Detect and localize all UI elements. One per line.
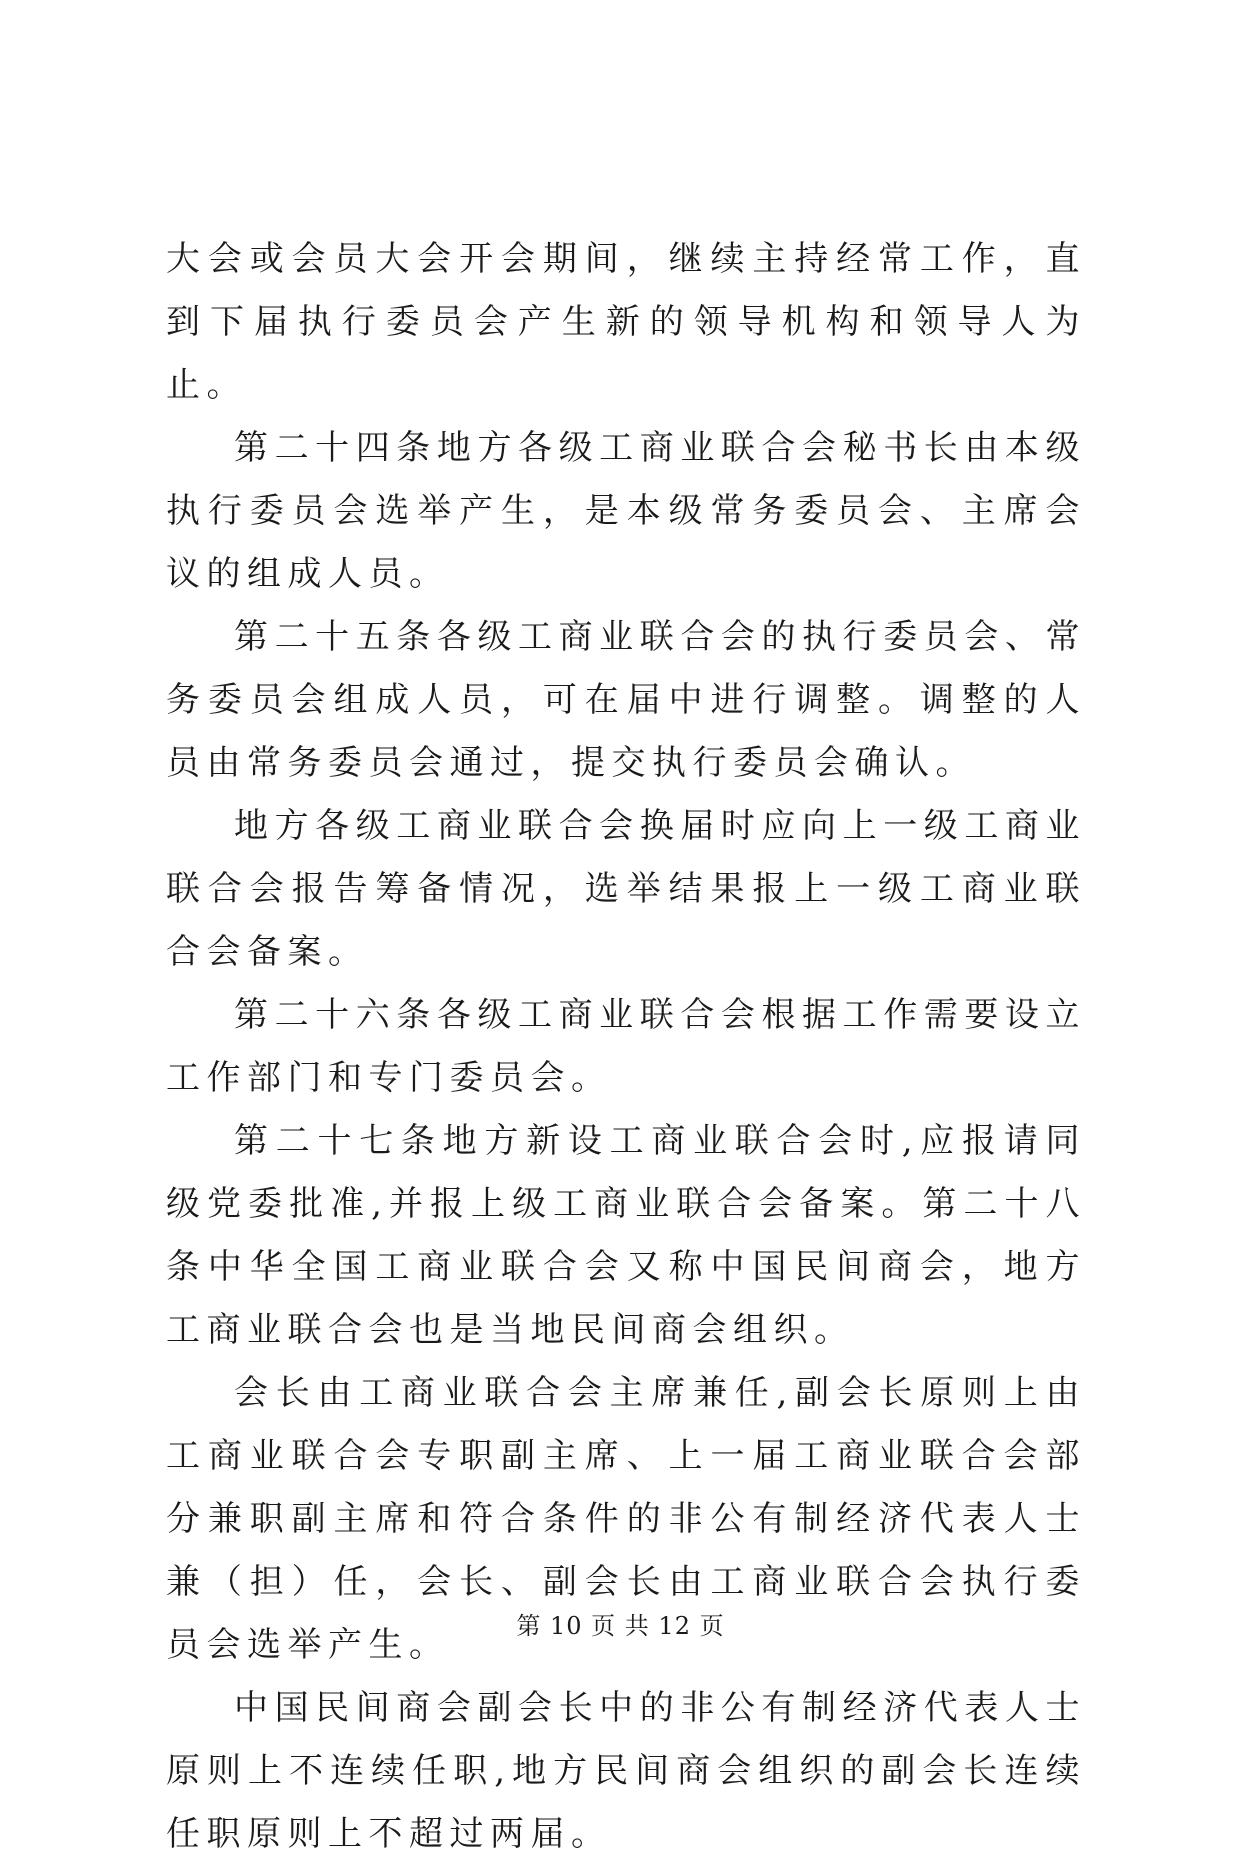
paragraph-chairman: 会长由工商业联合会主席兼任,副会长原则上由工商业联合会专职副主席、上一届工商业联合会部分兼职副主席和符合条件的非公有制经济代表人士兼（担）任，会长、副会长由工商业联合会执行委员会选举产生。 — [166, 1373, 1086, 1665]
paragraph-continuation: 大会或会员大会开会期间，继续主持经常工作，直到下届执行委员会产生新的领导机构和领导人为止。 — [166, 239, 1086, 405]
paragraph-article-26: 第二十六条各级工商业联合会根据工作需要设立工作部门和专门委员会。 — [166, 995, 1086, 1098]
paragraph-article-25: 第二十五条各级工商业联合会的执行委员会、常务委员会组成人员，可在届中进行调整。调整的人员由常务委员会通过，提交执行委员会确认。 — [166, 617, 1086, 783]
paragraph-vice-chairman-term: 中国民间商会副会长中的非公有制经济代表人士原则上不连续任职,地方民间商会组织的副会长连续任职原则上不超过两届。 — [166, 1688, 1086, 1854]
page-footer: 第 10 页 共 12 页 — [516, 1612, 725, 1640]
paragraph-article-24: 第二十四条地方各级工商业联合会秘书长由本级执行委员会选举产生，是本级常务委员会、主席会议的组成人员。 — [166, 428, 1086, 594]
paragraph-election-report: 地方各级工商业联合会换届时应向上一级工商业联合会报告筹备情况，选举结果报上一级工商业联合会备案。 — [166, 806, 1086, 972]
paragraph-article-27-28: 第二十七条地方新设工商业联合会时,应报请同级党委批准,并报上级工商业联合会备案。第二十八条中华全国工商业联合会又称中国民间商会，地方工商业联合会也是当地民间商会组织。 — [166, 1121, 1086, 1350]
